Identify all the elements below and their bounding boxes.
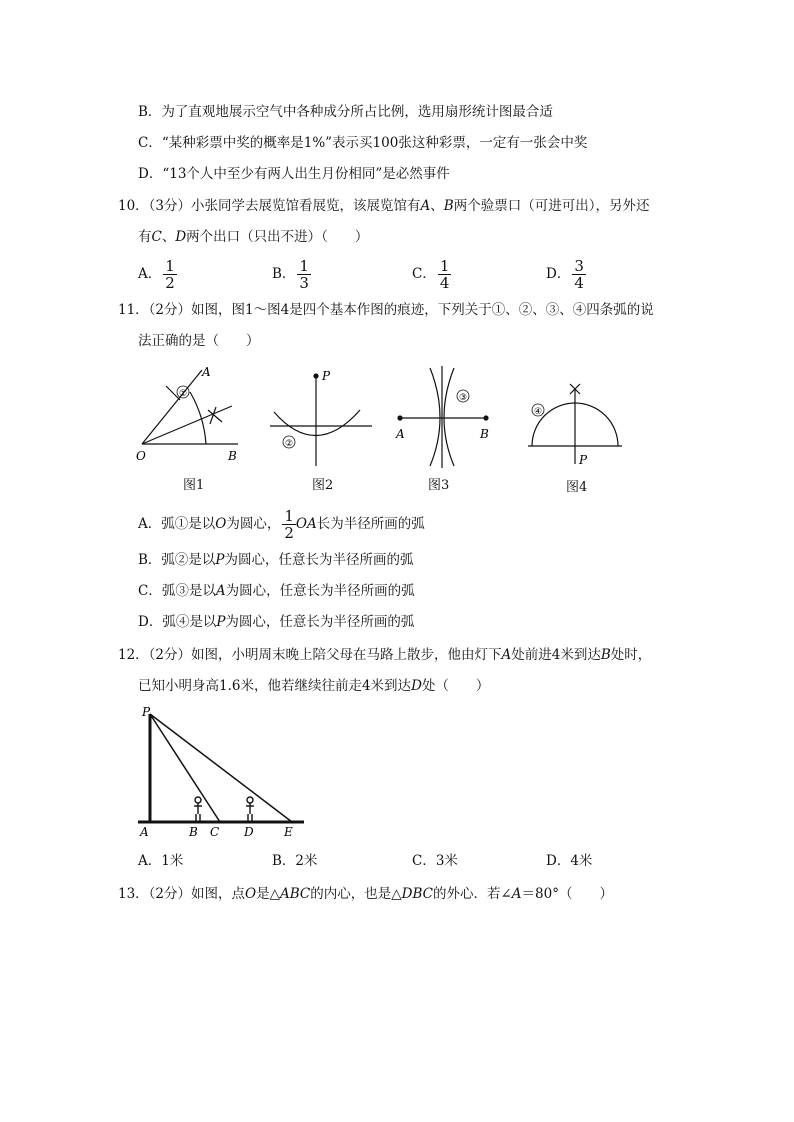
q11-option-a: A．弧①是以O为圆心， $\frac{1}{2}$ OA长为半径所画的弧: [138, 507, 425, 542]
label-p: P: [579, 453, 588, 467]
q12-figure: [134, 702, 309, 844]
q9-option-c: C．“某种彩票中奖的概率是1%”表示买100张这种彩票，一定有一张会中奖: [138, 135, 588, 151]
q11-stem-line1: 11．（2分）如图，图1～图4是四个基本作图的痕迹，下列关于①、②、③、④四条弧的说: [118, 302, 654, 318]
shadow-line-e: [150, 714, 292, 822]
bisector-ray: [142, 406, 232, 444]
label-d: D: [244, 825, 254, 839]
label-b: B: [189, 825, 198, 839]
q13-stem: 13．（2分）如图，点O是△ABC的内心，也是△DBC的外心．若∠A＝80°（ ）: [118, 886, 613, 902]
q11-figure-1: [130, 362, 250, 472]
fraction: $\frac{3}{4}$: [574, 257, 584, 292]
q10-option-b: B． $\frac{1}{3}$: [272, 257, 309, 292]
person-at-b: [194, 797, 202, 822]
q10-stem-line2: 有C、D两个出口（只出不进）（ ）: [138, 229, 369, 245]
label-b: B: [480, 427, 489, 441]
label-p: P: [142, 705, 151, 719]
fraction: $\frac{1}{4}$: [439, 257, 450, 292]
person-at-d: [246, 797, 254, 822]
q12-option-d: D．4米: [546, 853, 593, 869]
q11-option-b: B．弧②是以P为圆心，任意长为半径所画的弧: [138, 552, 414, 568]
arc-3-right: [444, 368, 454, 466]
q11-figure-2: [268, 362, 378, 472]
label-o: O: [136, 449, 146, 463]
arc-1: [166, 386, 180, 400]
q12-option-c: C．3米: [412, 853, 458, 869]
fig3-caption: 图3: [428, 478, 450, 493]
shadow-line-c: [150, 714, 220, 822]
q9-option-d: D．“13个人中至少有两人出生月份相同”是必然事件: [138, 166, 450, 182]
arc-label-4: ④: [533, 407, 543, 417]
fraction: $\frac{1}{3}$: [299, 257, 309, 292]
arc-label-1: ①: [178, 389, 188, 399]
q10-option-a: A． $\frac{1}{2}$: [138, 257, 175, 292]
label-a: A: [396, 427, 405, 441]
q11-option-c: C．弧③是以A为圆心，任意长为半径所画的弧: [138, 583, 415, 599]
q11-figure-4: [526, 372, 628, 472]
label-p: P: [322, 369, 331, 383]
fraction: $\frac{1}{2}$: [284, 507, 294, 542]
label-c: C: [210, 825, 220, 839]
q10-option-c: C． $\frac{1}{4}$: [412, 257, 450, 292]
arc-label-2: ②: [284, 439, 294, 449]
q10-stem-line1: 10．（3分）小张同学去展览馆看展览，该展览馆有A、B两个验票口（可进可出），另外还: [118, 198, 650, 214]
arc-3-left: [430, 368, 440, 466]
label-b: B: [228, 449, 237, 463]
label-a: A: [140, 825, 149, 839]
q11-option-d: D．弧④是以P为圆心，任意长为半径所画的弧: [138, 614, 415, 630]
q12-option-a: A．1米: [138, 853, 184, 869]
fraction: $\frac{1}{2}$: [165, 257, 175, 292]
q9-option-b: B．为了直观地展示空气中各种成分所占比例，选用扇形统计图最合适: [138, 104, 553, 120]
q11-figure-3: [392, 362, 502, 472]
fig1-caption: 图1: [183, 478, 205, 493]
label-a: A: [202, 365, 211, 379]
q12-option-b: B．2米: [272, 853, 318, 869]
q12-stem-line1: 12．（2分）如图，小明周末晚上陪父母在马路上散步，他由灯下A处前进4米到达B处时，: [118, 647, 652, 663]
q11-stem-line2: 法正确的是（ ）: [138, 333, 260, 349]
fig4-caption: 图4: [566, 480, 588, 495]
arc-2: [274, 410, 360, 436]
arc-label-3: ③: [458, 393, 468, 403]
q12-stem-line2: 已知小明身高1.6米，他若继续往前走4米到达D处（ ）: [138, 678, 490, 694]
label-e: E: [284, 825, 293, 839]
fig2-caption: 图2: [312, 478, 334, 493]
q10-option-d: D． $\frac{3}{4}$: [546, 257, 584, 292]
ray-oa: [142, 370, 202, 444]
